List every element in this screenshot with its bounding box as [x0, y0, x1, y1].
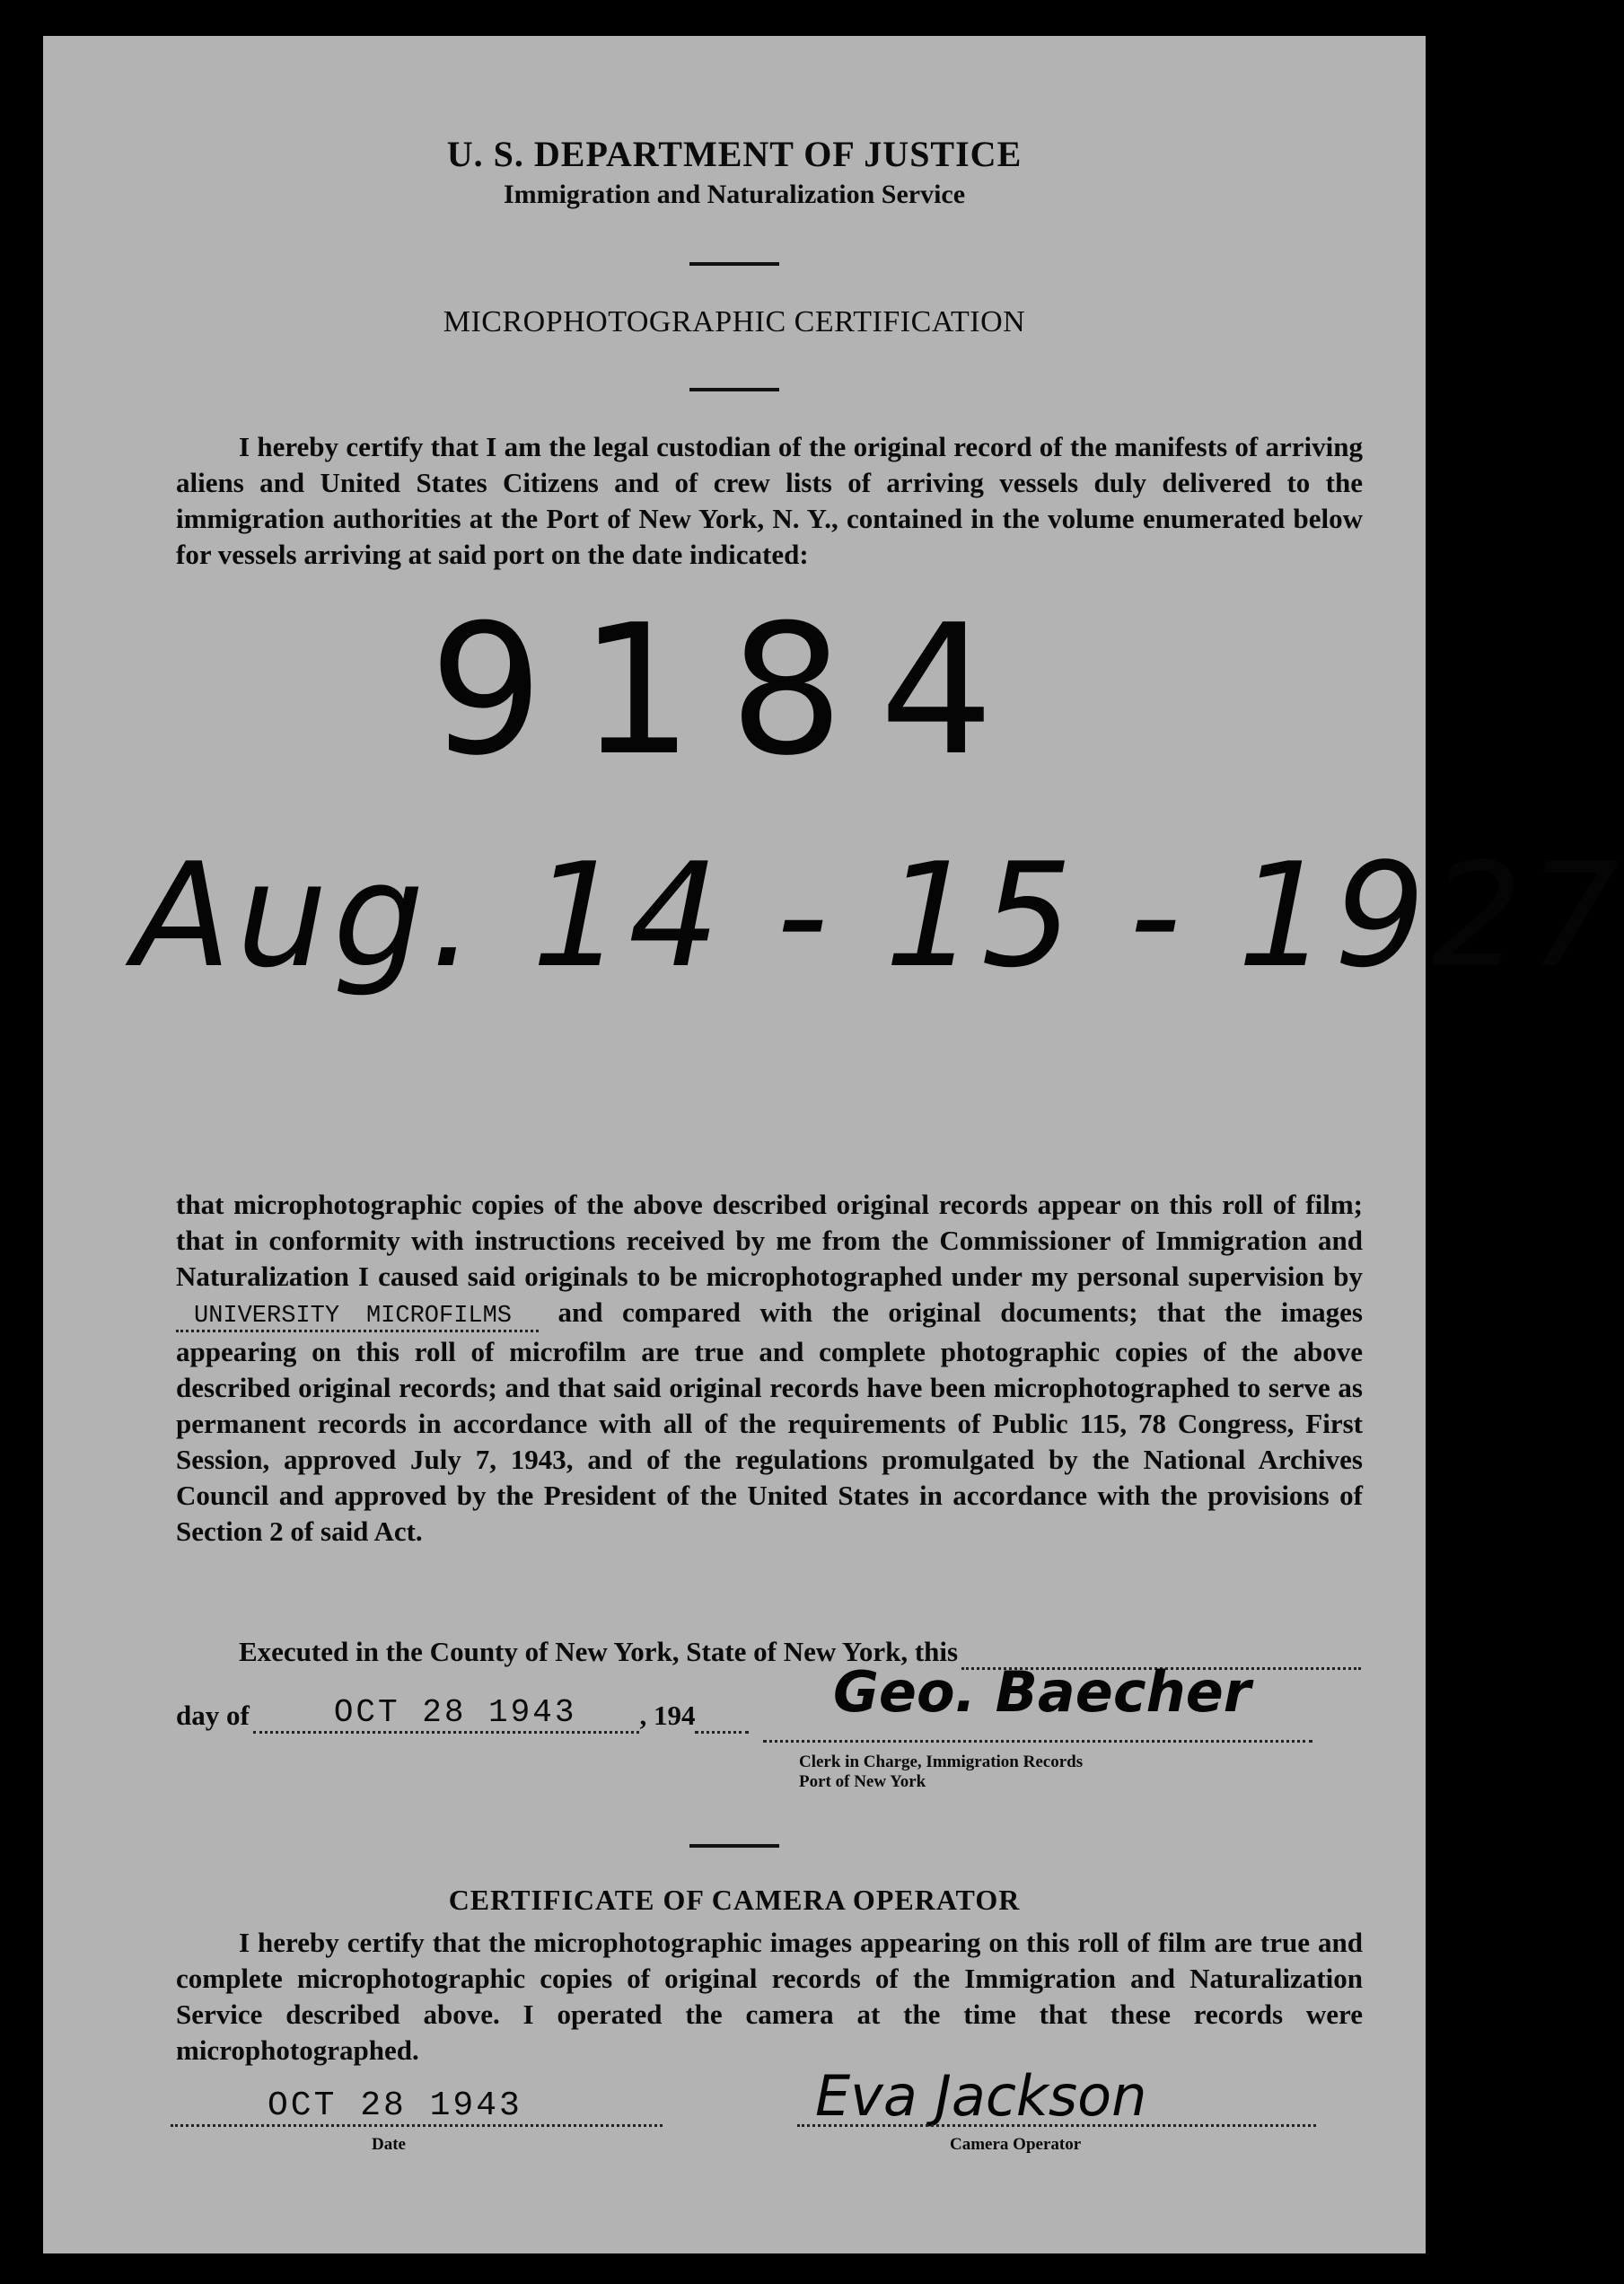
intro-paragraph: I hereby certify that I am the legal custodian of the original record of the manifests of arriving aliens and United States Citizens and of crew lists of arriving vessels duly delivered to the immigration authorities at the Port of New York, N. Y., contained in the volume enumerated below for vessels arriving at said port on the date indicated: [176, 431, 1363, 570]
date-label: Date [372, 2135, 406, 2154]
blank-field [695, 1709, 749, 1734]
handwritten-volume-number: 9184 [429, 586, 1030, 795]
signature-line [763, 1740, 1312, 1743]
operator-label: Camera Operator [950, 2135, 1082, 2154]
date-line [171, 2124, 663, 2127]
divider [689, 388, 779, 391]
body-text-start: that microphotographic copies of the above described original records appear on this roll of film; that in conformity with instructions received by me from the Commissioner of Immigration and Naturalization I caused said originals to be microphotographed under my personal supervision by [176, 1189, 1363, 1292]
clerk-signature: Geo. Baecher [833, 1659, 1251, 1725]
day-of-label: day of [176, 1700, 250, 1731]
camera-paragraph: I hereby certify that the microphotographic images appearing on this roll of film are true and complete microphotographic copies of original records of the Immigration and Naturalization Service described above. I operated the camera at the time that these records were microphotographed. [176, 1927, 1363, 2066]
department-heading: U. S. DEPARTMENT OF JUSTICE [446, 134, 1023, 174]
camera-certificate-title: CERTIFICATE OF CAMERA OPERATOR [448, 1884, 1021, 1916]
operator-signature: Eva Jackson [815, 2063, 1147, 2129]
handwritten-volume-dates: Aug. 14 - 15 - 1927 [133, 831, 1624, 999]
operator-line [797, 2124, 1316, 2127]
day-of-line [176, 1695, 749, 1734]
clerk-title-line1: Clerk in Charge, Immigration Records [799, 1753, 1084, 1771]
year-prefix: , 194 [639, 1700, 696, 1731]
body-paragraph [176, 1187, 1363, 1550]
clerk-title-line2: Port of New York [799, 1772, 926, 1791]
microfilm-company-stamp: UNIVERSITY MICROFILMS [176, 1303, 539, 1332]
executed-text: Executed in the County of New York, State of New York, this [239, 1636, 959, 1667]
divider [689, 262, 779, 266]
camera-date-stamp: OCT 28 1943 [268, 2086, 522, 2125]
service-subheading: Immigration and Naturalization Service [503, 180, 966, 209]
certificate-page [43, 36, 1624, 2253]
divider [689, 1844, 779, 1848]
certification-title: MICROPHOTOGRAPHIC CERTIFICATION [443, 305, 1026, 338]
date-stamp: OCT 28 1943 [253, 1695, 640, 1734]
body-text-end: and compared with the original documents; that the images appearing on this roll of microfilm are true and complete photographic copies of the above described original records; and that said original records have been microphotographed to serve as permanent records in accordance with all of the requirements of Public 115, 78 Congress, First Session, approved July 7, 1943, and of the regulations promulgated by the National Archives Council and approved by the President of the United States in accordance with the provisions of Section 2 of said Act. [176, 1296, 1363, 1547]
